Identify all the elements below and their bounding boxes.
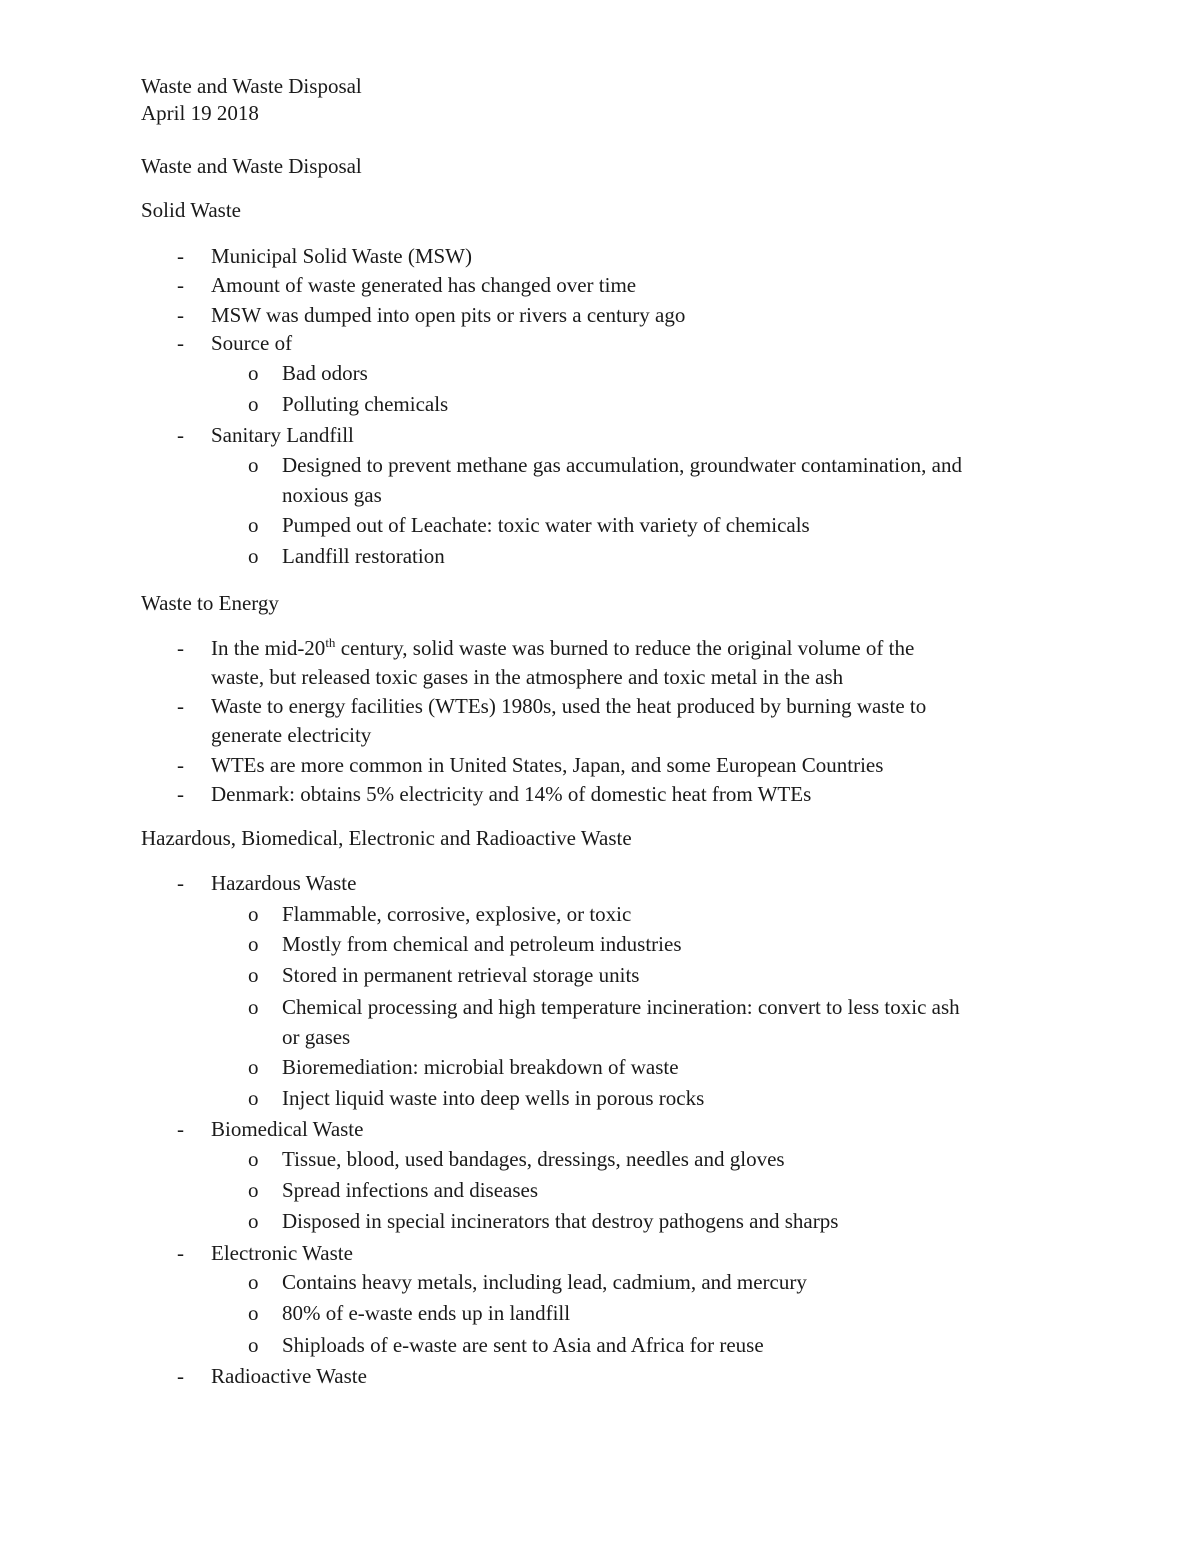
section-heading-hazardous: Hazardous, Biomedical, Electronic and Radioactive Waste [141, 826, 632, 850]
circle-bullet: o [248, 1270, 259, 1294]
list-item [211, 635, 914, 661]
circle-bullet: o [248, 1333, 259, 1357]
doc-heading: Waste and Waste Disposal [141, 154, 362, 178]
list-item-text: century, solid waste was burned to reduce the original volume of the [335, 636, 915, 660]
sub-list-item: Bioremediation: microbial breakdown of waste [282, 1055, 679, 1079]
circle-bullet: o [248, 1147, 259, 1171]
circle-bullet: o [248, 995, 259, 1019]
sub-list-item: Flammable, corrosive, explosive, or toxic [282, 902, 632, 926]
circle-bullet: o [248, 1086, 259, 1110]
circle-bullet: o [248, 1055, 259, 1079]
sub-list-item: Landfill restoration [282, 544, 445, 568]
dash-bullet: - [177, 636, 184, 660]
sub-list-item: Bad odors [282, 361, 368, 385]
list-item: Amount of waste generated has changed over time [211, 273, 637, 297]
sub-list-item: Disposed in special incinerators that destroy pathogens and sharps [282, 1209, 839, 1233]
sub-list-item-continuation: noxious gas [282, 483, 382, 507]
circle-bullet: o [248, 963, 259, 987]
dash-bullet: - [177, 1117, 184, 1141]
section-heading-solid-waste: Solid Waste [141, 198, 242, 222]
list-item: Source of [211, 331, 293, 355]
section-heading-waste-to-energy: Waste to Energy [141, 591, 279, 615]
list-item-text: In the mid-20 [211, 636, 326, 660]
dash-bullet: - [177, 871, 184, 895]
circle-bullet: o [248, 544, 259, 568]
list-item: Biomedical Waste [211, 1117, 364, 1141]
list-item: MSW was dumped into open pits or rivers a century ago [211, 303, 686, 327]
sub-list-item-continuation: or gases [282, 1025, 351, 1049]
circle-bullet: o [248, 361, 259, 385]
doc-date: April 19 2018 [141, 101, 259, 125]
sub-list-item: Polluting chemicals [282, 392, 449, 416]
circle-bullet: o [248, 392, 259, 416]
list-item: WTEs are more common in United States, Japan, and some European Countries [211, 753, 884, 777]
circle-bullet: o [248, 513, 259, 537]
dash-bullet: - [177, 694, 184, 718]
circle-bullet: o [248, 1178, 259, 1202]
sub-list-item: Mostly from chemical and petroleum industries [282, 932, 682, 956]
sub-list-item: Shiploads of e-waste are sent to Asia and Africa for reuse [282, 1333, 764, 1357]
dash-bullet: - [177, 244, 184, 268]
circle-bullet: o [248, 453, 259, 477]
dash-bullet: - [177, 1241, 184, 1265]
list-item-continuation: generate electricity [211, 723, 372, 747]
sub-list-item: Designed to prevent methane gas accumulation, groundwater contamination, and [282, 453, 962, 477]
sub-list-item: Chemical processing and high temperature incineration: convert to less toxic ash [282, 995, 960, 1019]
dash-bullet: - [177, 273, 184, 297]
superscript: th [325, 635, 336, 650]
sub-list-item: Inject liquid waste into deep wells in porous rocks [282, 1086, 705, 1110]
dash-bullet: - [177, 782, 184, 806]
sub-list-item: Contains heavy metals, including lead, cadmium, and mercury [282, 1270, 807, 1294]
list-item: Waste to energy facilities (WTEs) 1980s, used the heat produced by burning waste to [211, 694, 927, 718]
list-item: Radioactive Waste [211, 1364, 367, 1388]
circle-bullet: o [248, 902, 259, 926]
list-item: Denmark: obtains 5% electricity and 14% of domestic heat from WTEs [211, 782, 812, 806]
sub-list-item: Stored in permanent retrieval storage units [282, 963, 640, 987]
sub-list-item: Spread infections and diseases [282, 1178, 539, 1202]
list-item: Sanitary Landfill [211, 423, 354, 447]
dash-bullet: - [177, 303, 184, 327]
dash-bullet: - [177, 331, 184, 355]
list-item-continuation: waste, but released toxic gases in the atmosphere and toxic metal in the ash [211, 665, 844, 689]
list-item: Municipal Solid Waste (MSW) [211, 244, 472, 268]
circle-bullet: o [248, 1209, 259, 1233]
list-item: Hazardous Waste [211, 871, 357, 895]
sub-list-item: Pumped out of Leachate: toxic water with variety of chemicals [282, 513, 810, 537]
doc-title: Waste and Waste Disposal [141, 74, 362, 98]
dash-bullet: - [177, 753, 184, 777]
dash-bullet: - [177, 1364, 184, 1388]
circle-bullet: o [248, 932, 259, 956]
dash-bullet: - [177, 423, 184, 447]
sub-list-item: Tissue, blood, used bandages, dressings, needles and gloves [282, 1147, 785, 1171]
list-item: Electronic Waste [211, 1241, 353, 1265]
circle-bullet: o [248, 1301, 259, 1325]
sub-list-item: 80% of e-waste ends up in landfill [282, 1301, 571, 1325]
